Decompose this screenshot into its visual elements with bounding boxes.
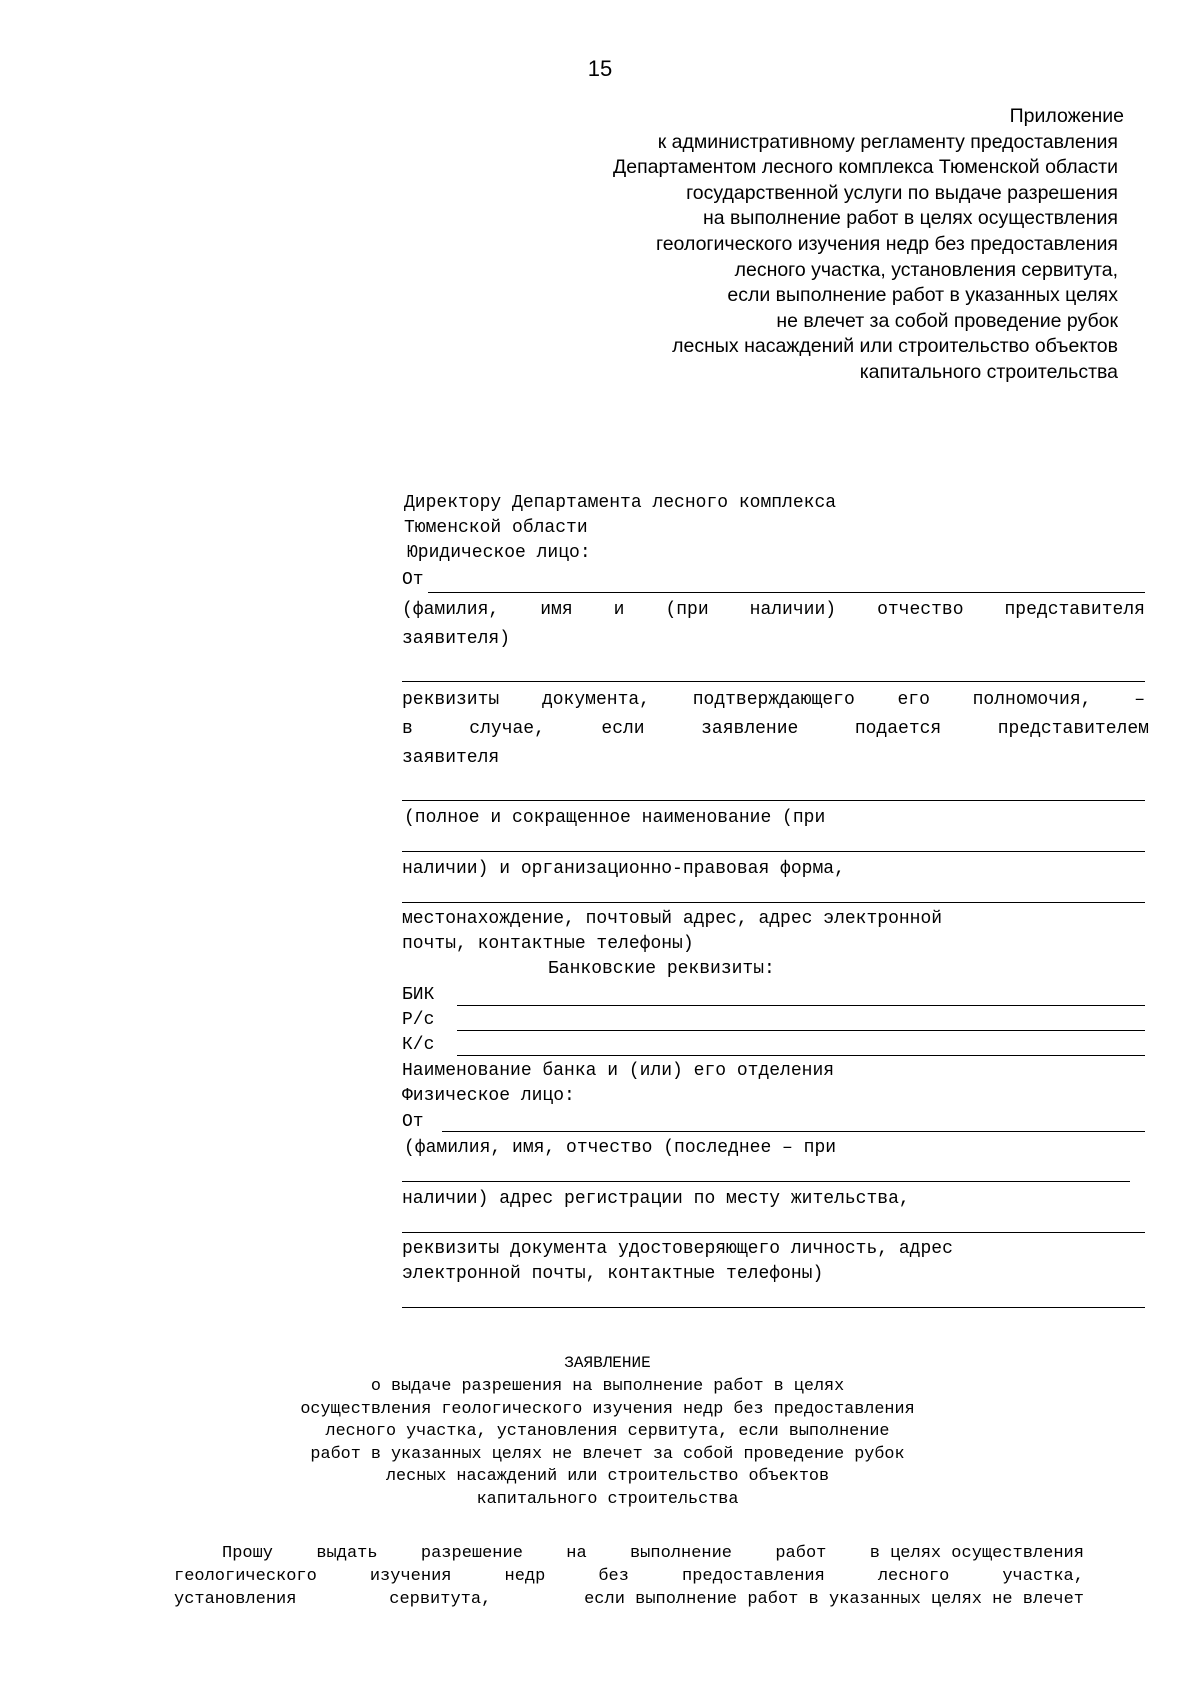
bank-heading: Банковские реквизиты: xyxy=(548,959,775,979)
annex-line: геологического изучения недр без предоставления xyxy=(656,232,1118,255)
statement-subtitle xyxy=(0,1376,1200,1512)
representative-hint-end: заявителя) xyxy=(402,629,511,649)
legal-entity-heading: Юридическое лицо: xyxy=(407,543,591,563)
authority-doc-hint-2: в случае, если заявление подается представителем xyxy=(402,719,1149,739)
addressee-line-2: Тюменской области xyxy=(404,518,588,538)
rs-label: Р/с xyxy=(402,1010,435,1030)
bik-field[interactable] xyxy=(457,1005,1145,1006)
annex-line: на выполнение работ в целях осуществления xyxy=(702,207,1118,230)
statement-body-line-3: установления сервитута, если выполнение работ в указанных целях не влечет xyxy=(174,1590,1084,1609)
individual-address-field[interactable] xyxy=(402,1232,1145,1233)
individual-address-hint: наличии) адрес регистрации по месту жительства, xyxy=(402,1189,910,1209)
statement-body-line-2: геологического изучения недр без предоставления лесного участка, xyxy=(174,1567,1084,1586)
address-hint-2: почты, контактные телефоны) xyxy=(402,934,694,954)
annex-line: Департаментом лесного комплекса Тюменской области xyxy=(613,156,1118,179)
individual-from-field[interactable] xyxy=(442,1131,1145,1132)
statement-subtitle-line: лесного участка, установления сервитута, если выполнение xyxy=(325,1422,890,1442)
page-number: 15 xyxy=(587,56,613,81)
addressee-line-1: Директору Департамента лесного комплекса xyxy=(404,493,837,513)
statement-subtitle-line: лесных насаждений или строительство объектов xyxy=(385,1467,830,1487)
statement-subtitle-line: осуществления геологического изучения недр без предоставления xyxy=(300,1399,915,1419)
id-doc-hint-2: электронной почты, контактные телефоны) xyxy=(402,1264,824,1284)
ks-field[interactable] xyxy=(457,1055,1145,1056)
ks-label: К/с xyxy=(402,1035,435,1055)
org-name-field[interactable] xyxy=(402,851,1145,852)
bik-label: БИК xyxy=(402,985,435,1005)
id-doc-field[interactable] xyxy=(402,1307,1145,1308)
individual-name-hint: (фамилия, имя, отчество (последнее – при xyxy=(404,1138,837,1158)
annex-line: государственной услуги по выдаче разрешения xyxy=(686,181,1118,204)
rs-field[interactable] xyxy=(457,1030,1145,1031)
id-doc-hint-1: реквизиты документа удостоверяющего личность, адрес xyxy=(402,1239,953,1259)
statement-title: ЗАЯВЛЕНИЕ xyxy=(564,1354,651,1372)
annex-line: капитального строительства xyxy=(859,360,1118,383)
representative-field[interactable] xyxy=(402,681,1145,682)
individual-name-field[interactable] xyxy=(402,1181,1130,1182)
annex-title: Приложение xyxy=(1009,105,1124,127)
authority-doc-field[interactable] xyxy=(402,800,1145,801)
annex-line: если выполнение работ в указанных целях xyxy=(727,284,1118,307)
representative-hint: (фамилия, имя и (при наличии) отчество представителя xyxy=(402,600,1145,620)
individual-heading: Физическое лицо: xyxy=(402,1086,575,1106)
org-form-field[interactable] xyxy=(402,902,1145,903)
statement-subtitle-line: работ в указанных целях не влечет за собой проведение рубок xyxy=(310,1444,905,1464)
annex-line: к административному регламенту предоставления xyxy=(657,130,1118,153)
statement-body-line-1: Прошу выдать разрешение на выполнение работ в целях осуществления xyxy=(222,1544,1084,1563)
individual-from-label: От xyxy=(402,1112,424,1132)
legal-from-field[interactable] xyxy=(428,592,1145,593)
legal-from-label: От xyxy=(402,570,424,590)
annex-line: не влечет за собой проведение рубок xyxy=(776,309,1118,332)
annex-block xyxy=(613,104,1124,386)
statement-subtitle-line: о выдаче разрешения на выполнение работ в целях xyxy=(370,1377,845,1396)
org-name-hint-2: наличии) и организационно-правовая форма, xyxy=(402,859,845,879)
bank-name-label: Наименование банка и (или) его отделения xyxy=(402,1061,835,1081)
authority-doc-hint-end: заявителя xyxy=(402,748,500,768)
authority-doc-hint: реквизиты документа, подтверждающего его полномочия, – xyxy=(402,690,1145,710)
annex-line: лесных насаждений или строительство объектов xyxy=(672,335,1118,358)
statement-subtitle-line: капитального строительства xyxy=(476,1489,739,1509)
annex-line: лесного участка, установления сервитута, xyxy=(734,258,1118,281)
address-hint-1: местонахождение, почтовый адрес, адрес электронной xyxy=(402,909,943,929)
org-name-hint-1: (полное и сокращенное наименование (при xyxy=(404,808,826,828)
